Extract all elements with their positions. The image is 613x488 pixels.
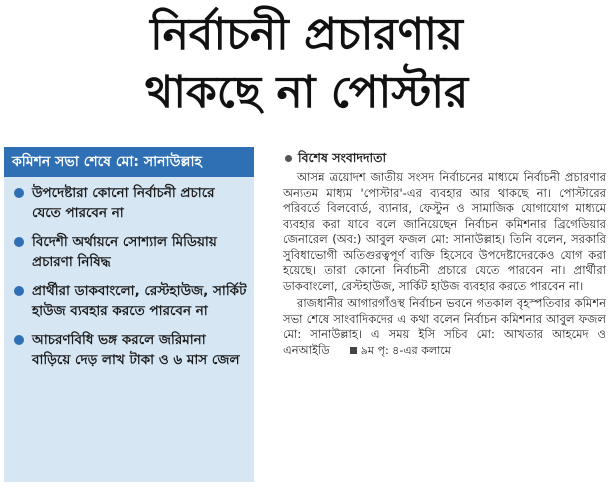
- bullet-icon: [14, 188, 24, 198]
- article-paragraph: আসন্ন ত্রয়োদশ জাতীয় সংসদ নির্বাচনের মাধ্যমে নির্বাচনী প্রচারণার অন্যতম মাধ্যম 'পোস্টার'-এর ব্যবহার আর থাকছে না। পোস্টারের পরিবর্তে বিলবোর্ড, ব্যানার, ফেস্টুন ও সামাজিক যোগাযোগ মাধ্যমে ব্যবহার করা যাবে বলে জানিয়েছেন নির্বাচন কমিশনার ব্রিগেডিয়ার জেনারেল (অব:) আবুল ফজল মো: সানাউল্লাহ। তিনি বলেন, সরকারি সুবিধাভোগী অতিগুরত্বপূর্ণ ব্যক্তি হিসেবে উপদেষ্টাদেরকেও যোগ করা হয়েছে। তারা কোনো নির্বাচনী প্রচারে যেতে পারবেন না। প্রার্থীরা ডাকবাংলো, রেস্টহাউজ, সার্কিট হাউজ ব্যবহার করতে পারবেন না।: [283, 170, 606, 293]
- highlight-item: [14, 232, 248, 272]
- headline-line-1: নির্বাচনী প্রচারণায়: [150, 9, 463, 60]
- article-paragraph-text: রাজধানীর আগারগাঁওস্থ নির্বাচন ভবনে গতকাল বৃহস্পতিবার কমিশন সভা শেষে সাংবাদিকদের এ কথা বলেন নির্বাচন কমিশনার আবুল ফজল মো: সানাউল্লাহ। এ সময় ইসি সচিব মো: আখতার আহমেদ ও এনআইডি: [283, 296, 606, 357]
- bullet-icon: [14, 335, 24, 345]
- highlights-box: [4, 147, 254, 482]
- headline-line-2: থাকছে না পোস্টার: [144, 67, 469, 118]
- bullet-icon: [285, 155, 292, 162]
- highlight-item: [14, 330, 248, 370]
- bullet-icon: [14, 237, 24, 247]
- article-body: [283, 170, 606, 360]
- byline: [285, 150, 386, 170]
- square-icon: [350, 347, 357, 354]
- highlight-text: প্রার্থীরা ডাকবাংলো, রেস্টহাউজ, সার্কিট হাউজ ব্যবহার করতে পারবেন না: [32, 283, 247, 319]
- highlight-item: [14, 281, 248, 321]
- headline: [0, 6, 613, 122]
- highlights-list: [4, 177, 254, 370]
- article-paragraph: [283, 296, 606, 358]
- continuation-text: ৯ম পৃ: ৪-এর কলামে: [360, 343, 451, 357]
- bullet-icon: [14, 286, 24, 296]
- byline-text: বিশেষ সংবাদদাতা: [298, 150, 387, 165]
- highlights-header: কমিশন সভা শেষে মো: সানাউল্লাহ: [4, 147, 254, 177]
- continuation-note: [336, 343, 451, 359]
- highlight-item: [14, 183, 248, 223]
- highlight-text: আচরণবিধি ভঙ্গ করলে জরিমানা বাড়িয়ে দেড় লাখ টাকা ও ৬ মাস জেল: [32, 332, 240, 368]
- highlight-text: বিদেশী অর্থায়নে সোশ্যাল মিডিয়ায় প্রচারণা নিষিদ্ধ: [32, 234, 217, 270]
- highlight-text: উপদেষ্টারা কোনো নির্বাচনী প্রচারে যেতে পারবেন না: [32, 185, 215, 221]
